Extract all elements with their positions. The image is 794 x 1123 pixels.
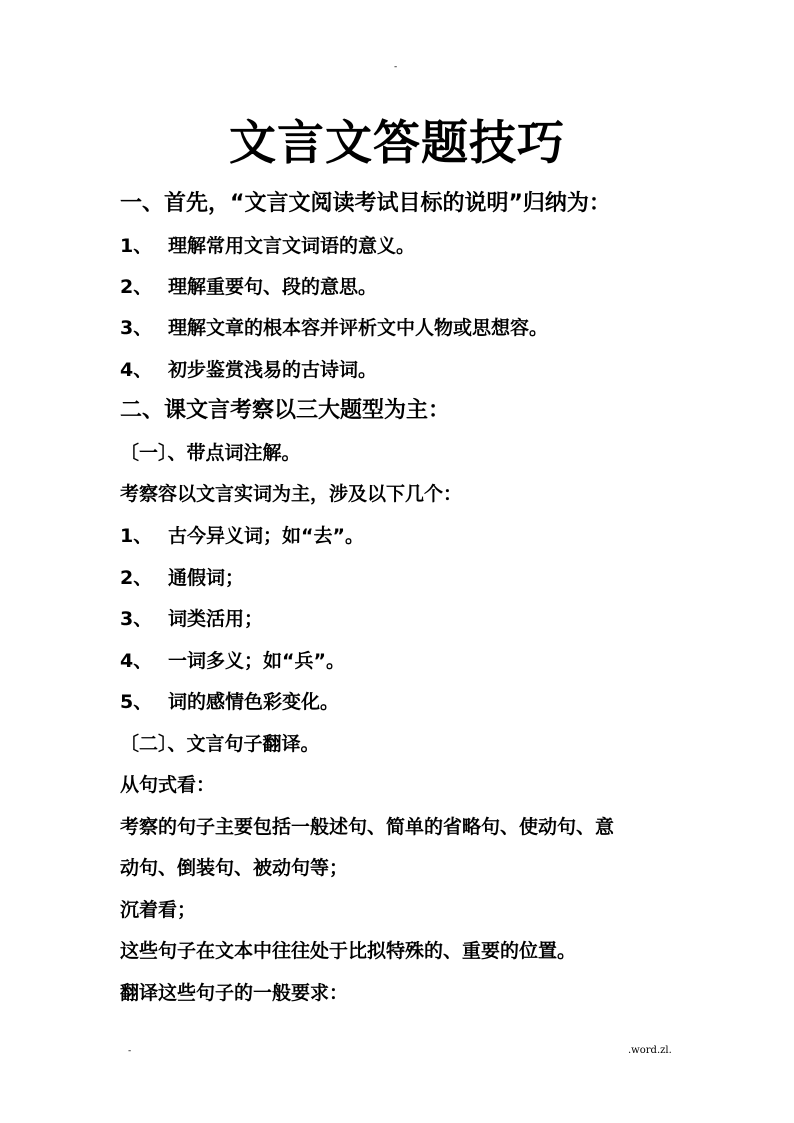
footer-right-mark: .word.zl. [628, 1045, 672, 1056]
paragraph: 沉着看； [120, 899, 197, 921]
paragraph: 动句、倒装句、被动句等； [120, 857, 349, 879]
item-number: 4、 [120, 359, 153, 381]
subsection-2-heading: 〔二〕、文言句子翻译。 [120, 733, 320, 755]
list-item [120, 274, 377, 300]
item-text: 一词多义；如“兵”。 [168, 650, 345, 672]
list-item [120, 315, 548, 341]
list-item [120, 606, 263, 632]
section-2-heading: 二、课文言考察以三大题型为主： [120, 398, 451, 423]
footer-left-mark: - [128, 1046, 132, 1056]
subsection-1-heading: 〔一〕、带点词注解。 [120, 442, 301, 464]
list-item [120, 357, 377, 383]
list-item [120, 233, 415, 259]
page-title: 文言文答题技巧 [229, 116, 565, 171]
item-number: 1、 [120, 525, 153, 547]
item-text: 古今异义词；如“去”。 [168, 525, 364, 547]
item-text: 初步鉴赏浅易的古诗词。 [168, 359, 378, 381]
item-number: 3、 [120, 317, 153, 339]
item-number: 4、 [120, 650, 153, 672]
list-item [120, 565, 244, 591]
item-text: 理解常用文言文词语的意义。 [168, 235, 416, 257]
item-text: 理解文章的根本容并评析文中人物或思想容。 [168, 317, 549, 339]
item-number: 2、 [120, 276, 153, 298]
item-number: 3、 [120, 608, 153, 630]
list-item [120, 523, 364, 549]
item-number: 2、 [120, 567, 153, 589]
section-1-heading: 一、首先，“文言文阅读考试目标的说明”归纳为： [120, 191, 611, 216]
item-text: 理解重要句、段的意思。 [168, 276, 378, 298]
paragraph: 翻译这些句子的一般要求： [120, 982, 349, 1004]
list-item [120, 689, 339, 715]
item-text: 词类活用； [168, 608, 264, 630]
item-number: 5、 [120, 691, 153, 713]
header-mark: - [394, 62, 398, 72]
item-text: 词的感情色彩变化。 [168, 691, 340, 713]
item-number: 1、 [120, 235, 153, 257]
item-text: 通假词； [168, 567, 245, 589]
intro-paragraph: 考察容以文言实词为主，涉及以下几个： [120, 483, 463, 505]
paragraph: 这些句子在文本中往往处于比拟特殊的、重要的位置。 [120, 940, 577, 962]
paragraph: 从句式看： [120, 774, 216, 796]
list-item [120, 648, 345, 674]
paragraph: 考察的句子主要包括一般述句、简单的省略句、使动句、意 [120, 816, 615, 838]
